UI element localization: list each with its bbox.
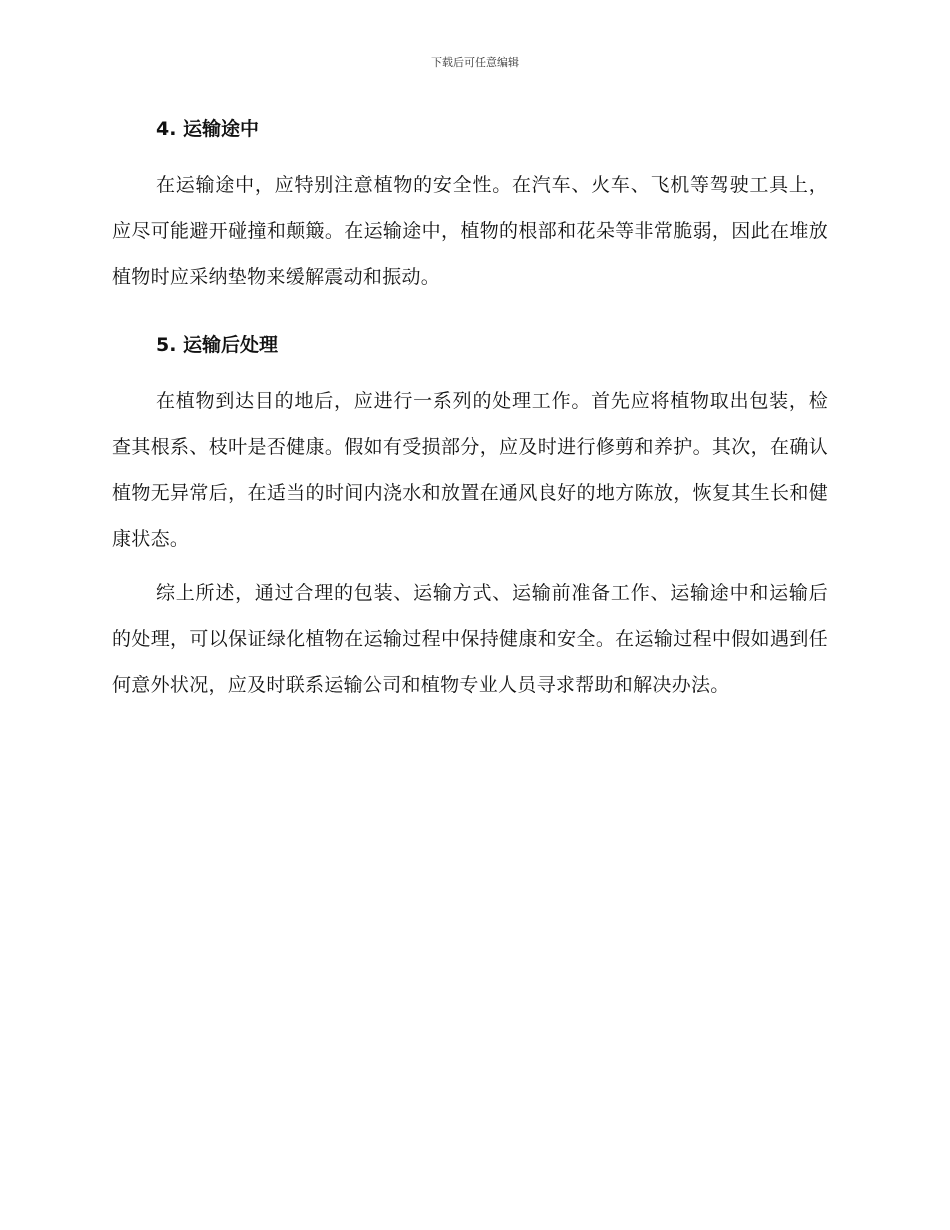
page-header: 下载后可任意编辑	[431, 56, 519, 69]
paragraph-summary: 综上所述，通过合理的包装、运输方式、运输前准备工作、运输途中和运输后的处理，可以保证绿化植物在运输过程中保持健康和安全。在运输过程中假如遇到任何意外状况，应及时联系运输公司和植物专业人员寻求帮助和解决办法。	[112, 582, 828, 696]
paragraph-transport-en-route: 在运输途中，应特别注意植物的安全性。在汽车、火车、飞机等驾驶工具上，应尽可能避开碰撞和颠簸。在运输途中，植物的根部和花朵等非常脆弱，因此在堆放植物时应采纳垫物来缓解震动和振动。	[112, 174, 828, 288]
paragraph-post-transport: 在植物到达目的地后，应进行一系列的处理工作。首先应将植物取出包装，检查其根系、枝叶是否健康。假如有受损部分，应及时进行修剪和养护。其次，在确认植物无异常后，在适当的时间内浇水和放置在通风良好的地方陈放，恢复其生长和健康状态。	[112, 390, 828, 550]
section-heading-transport-en-route: 4. 运输途中	[156, 118, 260, 140]
document-body	[112, 110, 828, 708]
section-heading-post-transport: 5. 运输后处理	[156, 334, 279, 356]
